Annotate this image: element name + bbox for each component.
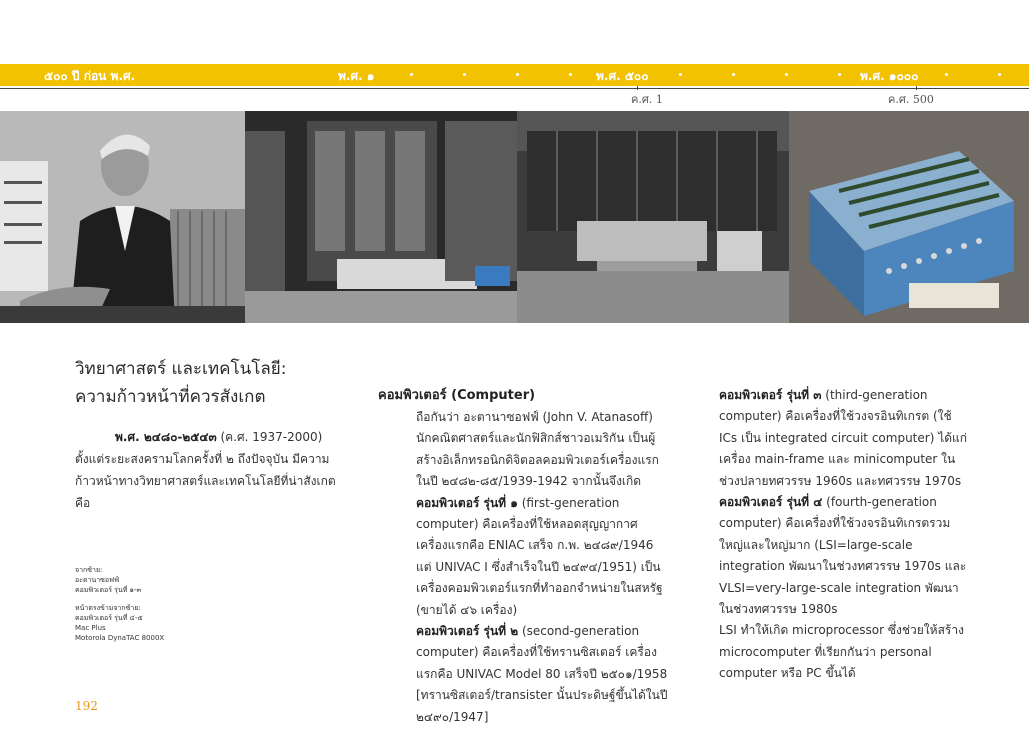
timeline-rule [0, 88, 1029, 89]
timeline-label-500bce: ๕๐๐ ปี ก่อน พ.ศ. [44, 69, 136, 83]
timeline-bar [0, 64, 1029, 86]
gen3-paragraph [681, 385, 971, 492]
timeline-dot [945, 73, 948, 76]
timeline-dot [838, 73, 841, 76]
intro-text: (ค.ศ. 1937-2000) ตั้งแต่ระยะสงครามโลกครั้งที่ ๒ ถึงปัจจุบัน มีความก้าวหน้าทางวิทยาศาสตร์และเทคโนโลยีที่น่าสังเกต คือ [75, 430, 336, 510]
ce-label-1: ค.ศ. 1 [631, 93, 663, 106]
caption-right-title: หน้าตรงข้ามจากซ้าย: [75, 604, 141, 612]
intro-bold: พ.ศ. ๒๔๘๐-๒๕๔๓ [115, 430, 217, 444]
caption-left-title: จากซ้าย: [75, 566, 103, 574]
gen2-paragraph [378, 621, 668, 728]
gen2-text: (second-generation computer) คือเครื่องที่ใช้ทรานซิสเตอร์ เครื่องแรกคือ UNIVAC Model 80 เสร็จปี ๒๕๐๑/1958 [ทรานซิสเตอร์/transister นั้นประดิษฐ์ขึ้นได้ในปี ๒๔๙๐/1947] [416, 624, 668, 724]
timeline-dot [569, 73, 572, 76]
univac-photo [517, 111, 789, 323]
atanasoff-paragraph [378, 407, 668, 493]
photo-strip [0, 111, 1029, 323]
caption-right-3: Motorola DynaTAC 8000X [75, 634, 165, 642]
gen3-text: (third-generation computer) คือเครื่องที่ใช้วงจรอินทิเกรต (ใช้ ICs เป็น integrated circuit computer) ได้แก่เครื่อง main-frame และ minicomputer ในช่วงปลายทศวรรษ 1960s และทศวรรษ 1970s [719, 388, 968, 488]
timeline-dot [410, 73, 413, 76]
timeline-dot [998, 73, 1001, 76]
title-line-2: ความก้าวหน้าที่ควรสังเกต [75, 387, 266, 407]
timeline-dot [463, 73, 466, 76]
photo-captions [75, 565, 164, 643]
caption-left-2: คอมพิวเตอร์ รุ่นที่ ๑-๓ [75, 586, 142, 594]
middle-column [378, 385, 668, 728]
lsi-text: LSI ทำให้เกิด microprocessor ซึ่งช่วยให้สร้าง microcomputer ที่เรียกกันว่า personal computer หรือ PC ขึ้นได้ [719, 623, 964, 681]
page-number: 192 [75, 699, 98, 713]
title-line-1: วิทยาศาสตร์ และเทคโนโลยี: [75, 359, 287, 379]
gen3-heading: คอมพิวเตอร์ รุ่นที่ ๓ [719, 388, 822, 402]
timeline-dot [732, 73, 735, 76]
lsi-paragraph [681, 620, 971, 684]
caption-left-1: อะตานาซอฟฟ์ [75, 576, 120, 584]
john-atanasoff-photo [0, 111, 245, 323]
altair-microcomputer-photo [789, 111, 1029, 323]
gen4-paragraph [681, 492, 971, 620]
intro-paragraph [75, 426, 350, 514]
ce-label-500: ค.ศ. 500 [888, 93, 934, 106]
timeline-dot [785, 73, 788, 76]
timeline-dot [516, 73, 519, 76]
right-column [681, 385, 971, 685]
atanasoff-text: ถือกันว่า อะตานาซอฟฟ์ (John V. Atanasoff) นักคณิตศาสตร์และนักฟิสิกส์ชาวอเมริกัน เป็นผู้สร้างอิเล็กทรอนิกดิจิตอลคอมพิวเตอร์เครื่องแรกในปี ๒๔๘๒-๘๕/1939-1942 จากนั้นจึงเกิด [416, 410, 659, 489]
gen1-paragraph [378, 493, 668, 621]
gen2-heading: คอมพิวเตอร์ รุ่นที่ ๒ [416, 624, 519, 639]
gen4-heading: คอมพิวเตอร์ รุ่นที่ ๔ [719, 495, 823, 510]
timeline-label-be500: พ.ศ. ๕๐๐ [596, 69, 649, 83]
eniac-photo [245, 111, 517, 323]
timeline-label-be1: พ.ศ. ๑ [338, 69, 375, 83]
caption-right-1: คอมพิวเตอร์ รุ่นที่ ๔-๕ [75, 614, 143, 622]
page-title [75, 355, 286, 411]
gen1-text: (first-generation computer) คือเครื่องที่ใช้หลอดสุญญากาศ เครื่องแรกคือ ENIAC เสร็จ ก.พ. ๒๔๘๙/1946 แต่ UNIVAC I ซึ่งสำเร็จในปี ๒๔๙๔/1951) เป็นเครื่องคอมพิวเตอร์แรกที่ทำออกจำหน่ายในสหรัฐ (ขายได้ ๔๖ เครื่อง) [416, 495, 663, 617]
computer-heading: คอมพิวเตอร์ (Computer) [378, 388, 536, 403]
gen4-text: (fourth-generation computer) คือเครื่องที่ใช้วงจรอินทิเกรตรวมใหญ่และใหญ่มาก (LSI=large-scale integration พัฒนาในช่วงทศวรรษ 1970s และ VLSI=very-large-scale integration พัฒนาในช่วงทศวรรษ 1980s [719, 495, 967, 617]
caption-right-2: Mac Plus [75, 624, 106, 632]
timeline-dot [679, 73, 682, 76]
timeline-label-be1000: พ.ศ. ๑๐๐๐ [860, 69, 919, 83]
gen1-heading: คอมพิวเตอร์ รุ่นที่ ๑ [416, 495, 518, 510]
